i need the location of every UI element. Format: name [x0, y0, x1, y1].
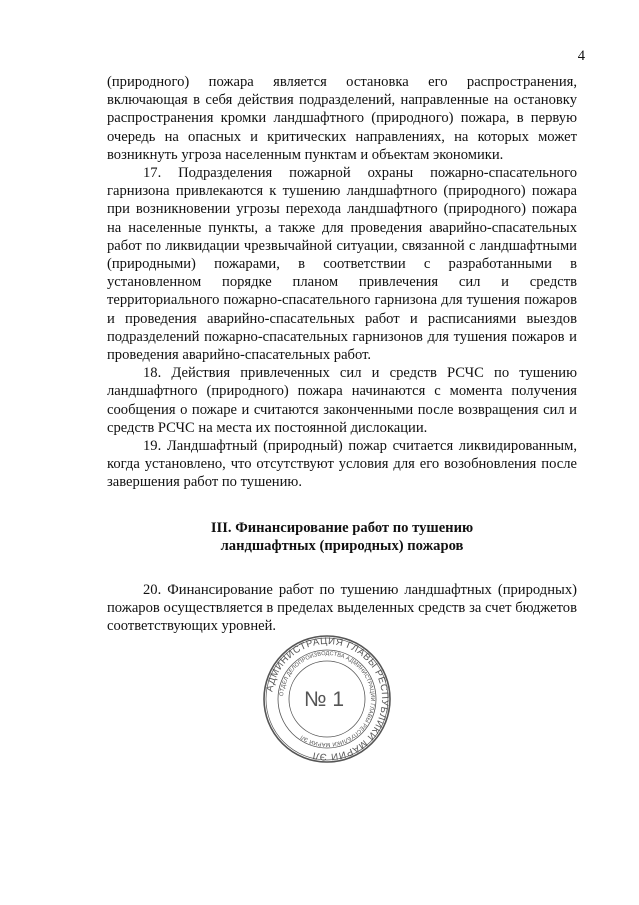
- paragraph-19: 19. Ландшафтный (природный) пожар считается ликвидированным, когда установлено, что отсутствуют условия для его возобновления после завершения работ по тушению.: [107, 438, 577, 491]
- paragraph-continuation: (природного) пожара является остановка его распространения, включающая в себя действия подразделений, направленные на остановку распространения кромки ландшафтного (природного) пожара, в первую очередь на опасных и критических направлениях, на которых может возникнуть угроза населенным пунктам и объектам экономики.: [107, 74, 577, 163]
- document-body: [107, 73, 577, 636]
- page-number: 4: [577, 48, 585, 64]
- section-heading-line-2: ландшафтных (природных) пожаров: [220, 537, 464, 554]
- paragraph-18: 18. Действия привлеченных сил и средств РСЧС по тушению ландшафтного (природного) пожара начинаются с момента получения сообщения о пожаре и считаются законченными после возвращения сил и средств РСЧС на места их постоянной дислокации.: [107, 365, 577, 436]
- stamp-number: № 1: [303, 688, 345, 711]
- official-stamp: [262, 634, 392, 764]
- stamp-inner-text: ОТДЕЛ ДЕЛОПРОИЗВОДСТВА АДМИНИСТРАЦИИ ГЛАВЫ РЕСПУБЛИКИ МАРИЙ ЭЛ: [279, 650, 376, 748]
- paragraph-17: 17. Подразделения пожарной охраны пожарно-спасательного гарнизона привлекаются к тушению ландшафтного (природного) пожара при возникновении угрозы перехода ландшафтного (природного) пожара на населенные пункты, а также для проведения аварийно-спасательных работ по ликвидации чрезвычайной ситуации, связанной с ландшафтными (природными) пожарами, в соответствии с разработанными в установленном порядке планом привлечения сил и средств территориального пожарно-спасательного гарнизона для тушения пожаров и проведения аварийно-спасательных работ и расписаниями выездов подразделений пожарно-спасательных гарнизонов для тушения пожаров и проведения аварийно-спасательных работ.: [107, 165, 577, 364]
- stamp-outer-text: АДМИНИСТРАЦИЯ ГЛАВЫ РЕСПУБЛИКИ МАРИЙ ЭЛ: [264, 635, 391, 763]
- section-heading: [107, 519, 577, 555]
- section-heading-line-1: III. Финансирование работ по тушению: [210, 519, 474, 536]
- stamp-seal-icon: [262, 634, 392, 764]
- paragraph-20: 20. Финансирование работ по тушению ландшафтных (природных) пожаров осуществляется в пределах выделенных средств за счет бюджетов соответствующих уровней.: [107, 582, 577, 635]
